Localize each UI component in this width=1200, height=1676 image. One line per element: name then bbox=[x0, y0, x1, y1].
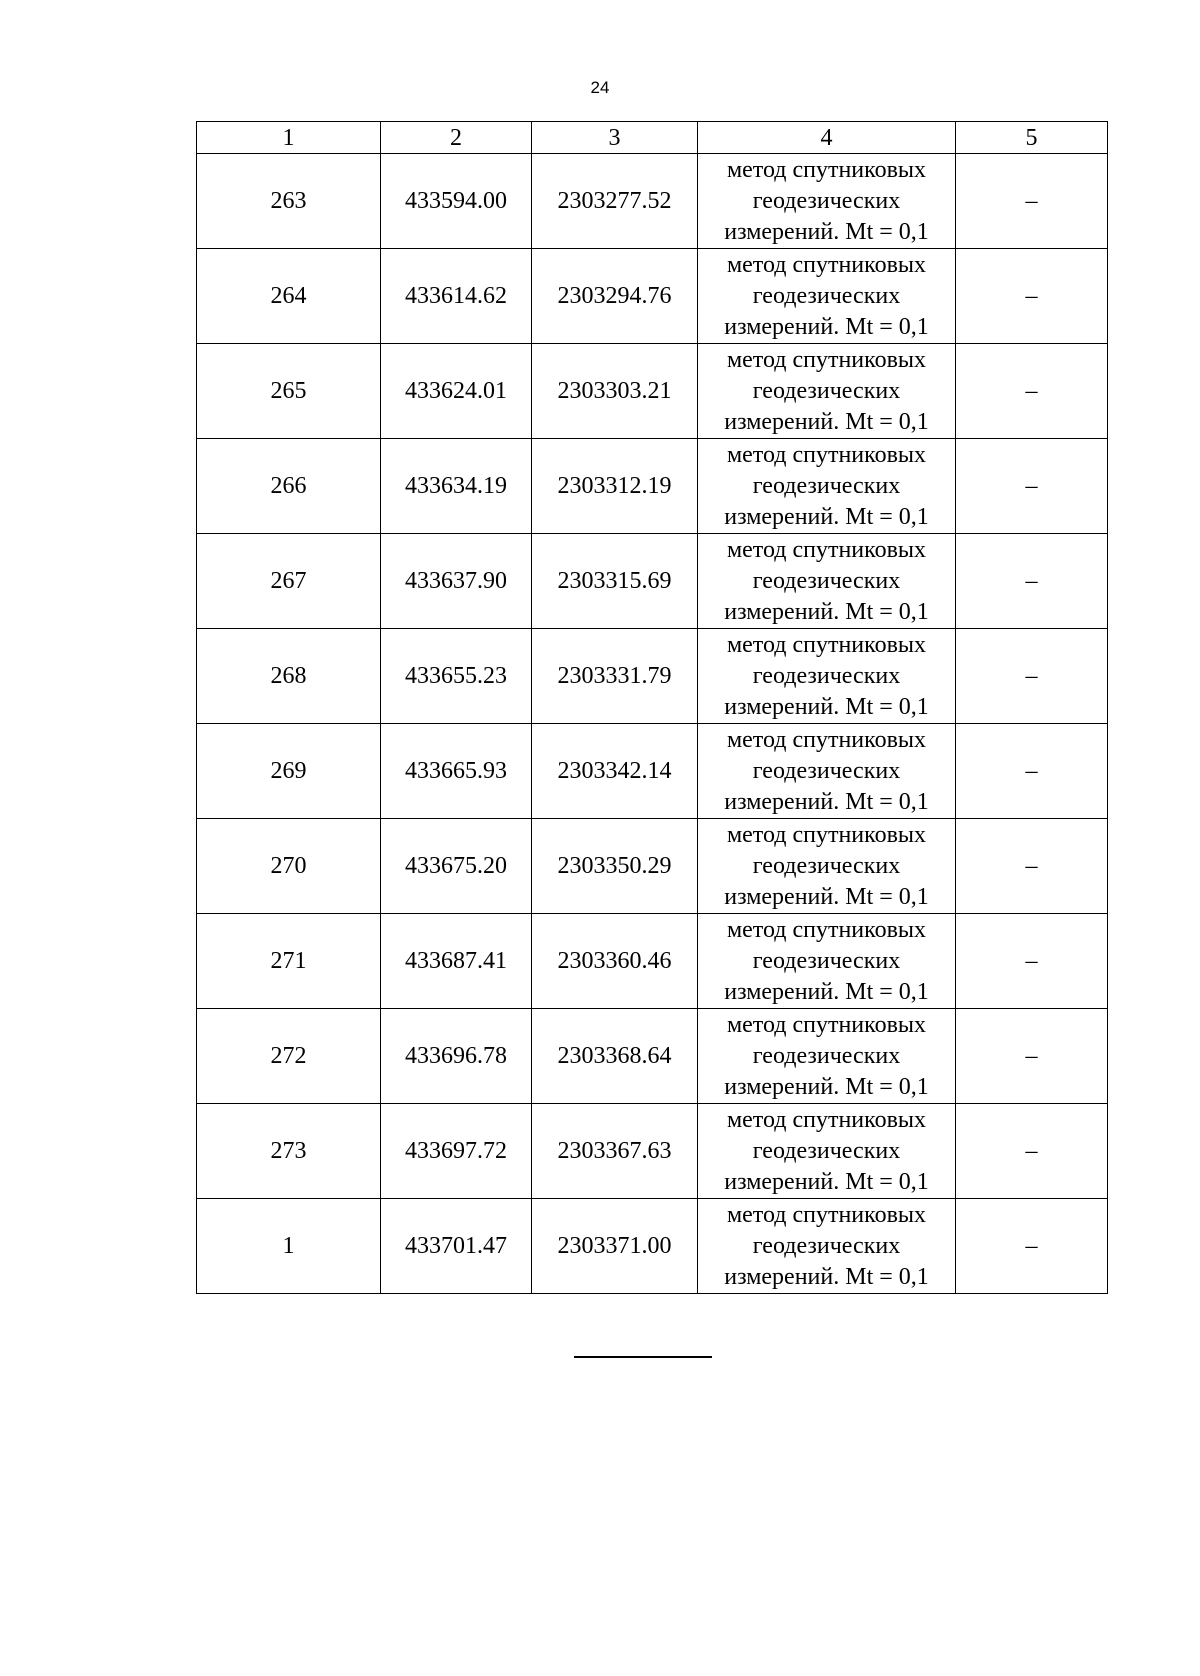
table-header bbox=[197, 122, 1108, 154]
y-coordinate-cell: 2303294.76 bbox=[532, 249, 698, 344]
x-coordinate-cell: 433687.41 bbox=[381, 914, 532, 1009]
point-number-cell: 273 bbox=[197, 1104, 381, 1199]
y-coordinate-cell: 2303315.69 bbox=[532, 534, 698, 629]
method-text-line: геодезических bbox=[752, 947, 901, 974]
method-cell bbox=[698, 154, 956, 249]
table-row bbox=[197, 534, 1108, 629]
point-number-cell: 265 bbox=[197, 344, 381, 439]
method-cell bbox=[698, 724, 956, 819]
x-coordinate-cell: 433697.72 bbox=[381, 1104, 532, 1199]
method-text-line: метод спутниковых bbox=[726, 1201, 927, 1228]
method-cell bbox=[698, 534, 956, 629]
method-text-line: геодезических bbox=[752, 187, 901, 214]
method-text-line: геодезических bbox=[752, 662, 901, 689]
method-text-line: метод спутниковых bbox=[726, 536, 927, 563]
method-cell bbox=[698, 344, 956, 439]
note-cell: – bbox=[956, 1199, 1108, 1294]
note-cell: – bbox=[956, 534, 1108, 629]
point-number-cell: 269 bbox=[197, 724, 381, 819]
method-cell bbox=[698, 439, 956, 534]
header-row bbox=[197, 122, 1108, 154]
method-text-line: метод спутниковых bbox=[726, 631, 927, 658]
coordinates-table bbox=[196, 121, 1108, 1294]
method-text-line: измерений. Mt = 0,1 bbox=[724, 408, 929, 435]
y-coordinate-cell: 2303277.52 bbox=[532, 154, 698, 249]
point-number-cell: 266 bbox=[197, 439, 381, 534]
x-coordinate-cell: 433594.00 bbox=[381, 154, 532, 249]
y-coordinate-cell: 2303371.00 bbox=[532, 1199, 698, 1294]
method-text-line: метод спутниковых bbox=[726, 916, 927, 943]
header-col-1: 1 bbox=[197, 122, 381, 154]
method-text-line: геодезических bbox=[752, 1042, 901, 1069]
method-cell bbox=[698, 1199, 956, 1294]
note-cell: – bbox=[956, 344, 1108, 439]
x-coordinate-cell: 433655.23 bbox=[381, 629, 532, 724]
method-text-line: геодезических bbox=[752, 1137, 901, 1164]
point-number-cell: 1 bbox=[197, 1199, 381, 1294]
note-cell: – bbox=[956, 629, 1108, 724]
y-coordinate-cell: 2303331.79 bbox=[532, 629, 698, 724]
x-coordinate-cell: 433624.01 bbox=[381, 344, 532, 439]
method-text-line: измерений. Mt = 0,1 bbox=[724, 883, 929, 910]
method-text-line: метод спутниковых bbox=[726, 251, 927, 278]
note-cell: – bbox=[956, 914, 1108, 1009]
point-number-cell: 272 bbox=[197, 1009, 381, 1104]
note-cell: – bbox=[956, 724, 1108, 819]
y-coordinate-cell: 2303342.14 bbox=[532, 724, 698, 819]
method-text-line: геодезических bbox=[752, 852, 901, 879]
method-text-line: метод спутниковых bbox=[726, 441, 927, 468]
table-row bbox=[197, 249, 1108, 344]
table-row bbox=[197, 724, 1108, 819]
table-row bbox=[197, 439, 1108, 534]
y-coordinate-cell: 2303368.64 bbox=[532, 1009, 698, 1104]
method-text-line: измерений. Mt = 0,1 bbox=[724, 218, 929, 245]
method-text-line: измерений. Mt = 0,1 bbox=[724, 503, 929, 530]
table-row bbox=[197, 914, 1108, 1009]
method-text-line: измерений. Mt = 0,1 bbox=[724, 788, 929, 815]
y-coordinate-cell: 2303360.46 bbox=[532, 914, 698, 1009]
method-text-line: метод спутниковых bbox=[726, 1106, 927, 1133]
y-coordinate-cell: 2303367.63 bbox=[532, 1104, 698, 1199]
note-cell: – bbox=[956, 154, 1108, 249]
method-text-line: измерений. Mt = 0,1 bbox=[724, 978, 929, 1005]
method-text-line: геодезических bbox=[752, 377, 901, 404]
point-number-cell: 264 bbox=[197, 249, 381, 344]
table-row bbox=[197, 154, 1108, 249]
method-text-line: геодезических bbox=[752, 1232, 901, 1259]
method-cell bbox=[698, 629, 956, 724]
end-divider-line bbox=[574, 1356, 712, 1358]
x-coordinate-cell: 433696.78 bbox=[381, 1009, 532, 1104]
header-col-2: 2 bbox=[381, 122, 532, 154]
y-coordinate-cell: 2303303.21 bbox=[532, 344, 698, 439]
x-coordinate-cell: 433634.19 bbox=[381, 439, 532, 534]
method-text-line: измерений. Mt = 0,1 bbox=[724, 1073, 929, 1100]
method-cell bbox=[698, 819, 956, 914]
method-text-line: геодезических bbox=[752, 567, 901, 594]
method-text-line: измерений. Mt = 0,1 bbox=[724, 693, 929, 720]
table-row bbox=[197, 819, 1108, 914]
point-number-cell: 263 bbox=[197, 154, 381, 249]
table-row bbox=[197, 629, 1108, 724]
method-text-line: геодезических bbox=[752, 282, 901, 309]
note-cell: – bbox=[956, 439, 1108, 534]
note-cell: – bbox=[956, 819, 1108, 914]
method-text-line: измерений. Mt = 0,1 bbox=[724, 313, 929, 340]
x-coordinate-cell: 433614.62 bbox=[381, 249, 532, 344]
y-coordinate-cell: 2303350.29 bbox=[532, 819, 698, 914]
method-text-line: измерений. Mt = 0,1 bbox=[724, 1168, 929, 1195]
point-number-cell: 271 bbox=[197, 914, 381, 1009]
table-row bbox=[197, 1199, 1108, 1294]
method-cell bbox=[698, 1009, 956, 1104]
method-text-line: метод спутниковых bbox=[726, 821, 927, 848]
method-text-line: измерений. Mt = 0,1 bbox=[724, 598, 929, 625]
table-body bbox=[197, 154, 1108, 1294]
y-coordinate-cell: 2303312.19 bbox=[532, 439, 698, 534]
table-row bbox=[197, 1104, 1108, 1199]
method-text-line: измерений. Mt = 0,1 bbox=[724, 1263, 929, 1290]
x-coordinate-cell: 433665.93 bbox=[381, 724, 532, 819]
method-cell bbox=[698, 249, 956, 344]
table-row bbox=[197, 1009, 1108, 1104]
x-coordinate-cell: 433637.90 bbox=[381, 534, 532, 629]
method-cell bbox=[698, 914, 956, 1009]
header-col-5: 5 bbox=[956, 122, 1108, 154]
method-text-line: метод спутниковых bbox=[726, 346, 927, 373]
method-text-line: геодезических bbox=[752, 472, 901, 499]
method-text-line: геодезических bbox=[752, 757, 901, 784]
note-cell: – bbox=[956, 1009, 1108, 1104]
page-number: 24 bbox=[590, 78, 610, 97]
method-text-line: метод спутниковых bbox=[726, 726, 927, 753]
method-text-line: метод спутниковых bbox=[726, 1011, 927, 1038]
note-cell: – bbox=[956, 249, 1108, 344]
table-row bbox=[197, 344, 1108, 439]
x-coordinate-cell: 433675.20 bbox=[381, 819, 532, 914]
header-col-4: 4 bbox=[698, 122, 956, 154]
point-number-cell: 267 bbox=[197, 534, 381, 629]
point-number-cell: 268 bbox=[197, 629, 381, 724]
note-cell: – bbox=[956, 1104, 1108, 1199]
header-col-3: 3 bbox=[532, 122, 698, 154]
point-number-cell: 270 bbox=[197, 819, 381, 914]
method-text-line: метод спутниковых bbox=[726, 156, 927, 183]
x-coordinate-cell: 433701.47 bbox=[381, 1199, 532, 1294]
method-cell bbox=[698, 1104, 956, 1199]
